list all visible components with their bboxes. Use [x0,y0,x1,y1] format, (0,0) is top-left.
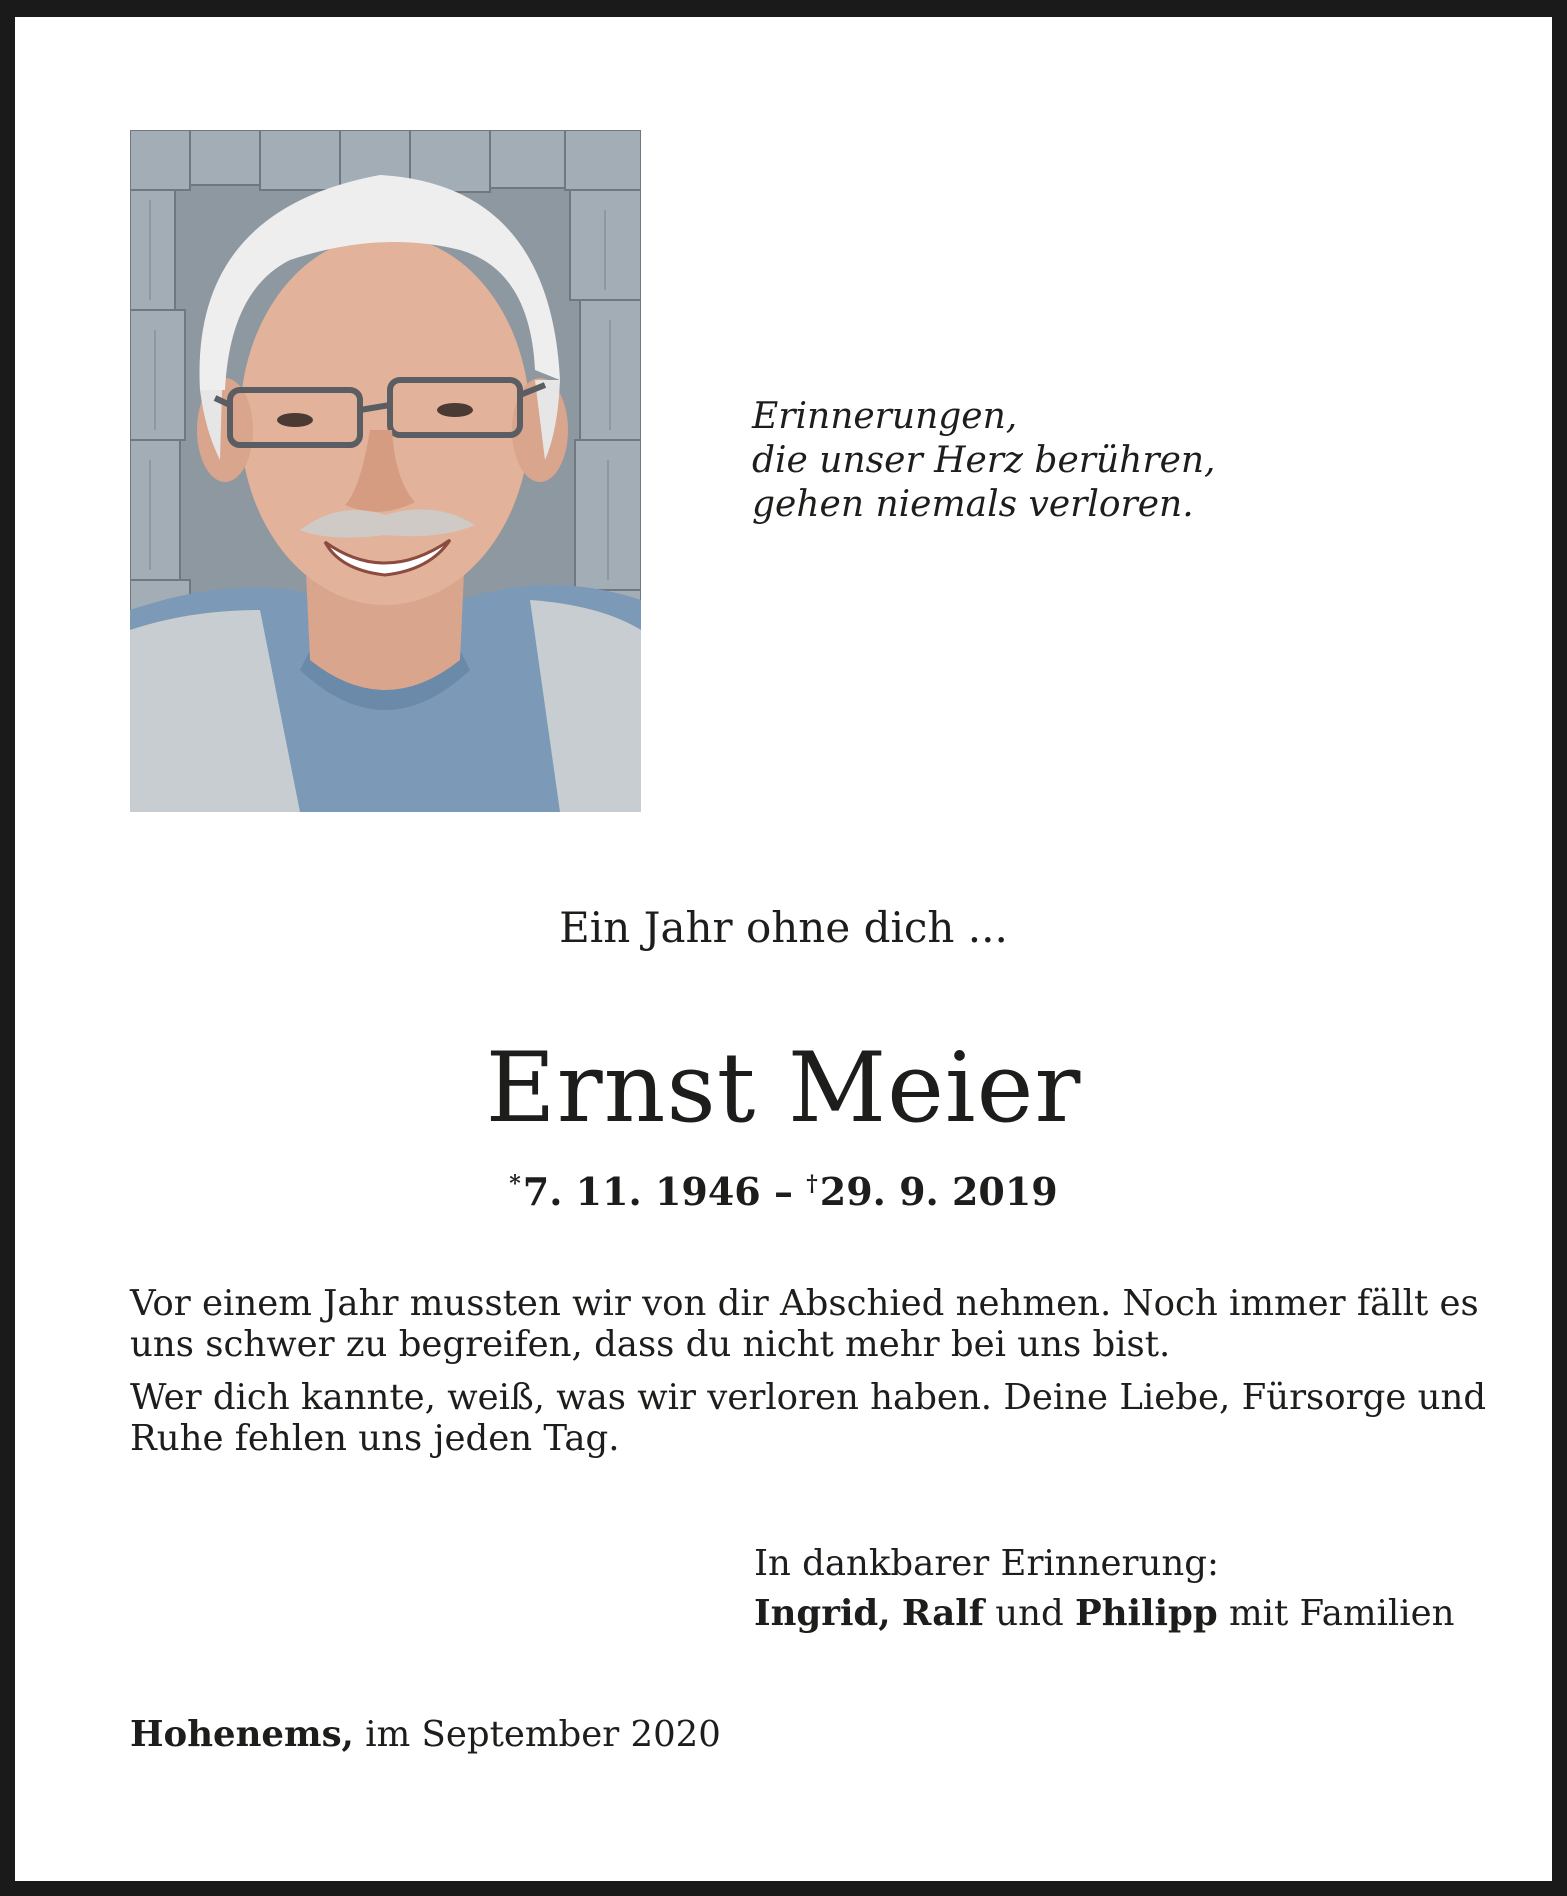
death-date: 29. 9. 2019 [819,1169,1058,1214]
family-name: Philipp [1075,1593,1218,1634]
text-line: uns schwer zu begreifen, dass du nicht mehr bei uns bist. [130,1324,1171,1365]
intro-line: Ein Jahr ohne dich ... [559,903,1008,952]
paragraph [130,1283,1479,1365]
birth-symbol: * [509,1171,521,1197]
place-date: im September 2020 [365,1714,721,1755]
portrait-image [130,130,641,812]
portrait-photo [130,130,641,812]
family-suffix: mit Familien [1228,1593,1455,1634]
paragraph [130,1377,1487,1459]
date-separator: – [774,1169,793,1214]
memorial-text [130,1283,1487,1471]
life-dates [0,1160,1567,1216]
birth-date: 7. 11. 1946 [522,1169,761,1214]
quote-line: gehen niemals verloren. [752,484,1194,525]
family-names [754,1589,1455,1639]
name-connector: und [995,1593,1064,1634]
text-line: Ruhe fehlen uns jeden Tag. [130,1418,620,1459]
deceased-name: Ernst Meier [485,1032,1082,1144]
quote-line: Erinnerungen, [752,396,1018,437]
thanks-heading: In dankbarer Erinnerung: [754,1543,1219,1584]
death-symbol: † [806,1171,818,1197]
family-name: Ralf [901,1593,984,1634]
text-line: Wer dich kannte, weiß, was wir verloren haben. Deine Liebe, Fürsorge und [130,1377,1487,1418]
family-name: Ingrid, [754,1593,891,1634]
place-town: Hohenems, [130,1714,354,1755]
thanks-block [754,1539,1455,1639]
quote-line: die unser Herz berühren, [752,440,1216,481]
place-and-date [130,1712,721,1758]
text-line: Vor einem Jahr mussten wir von dir Abschied nehmen. Noch immer fällt es [130,1283,1479,1324]
memorial-quote [752,395,1216,527]
